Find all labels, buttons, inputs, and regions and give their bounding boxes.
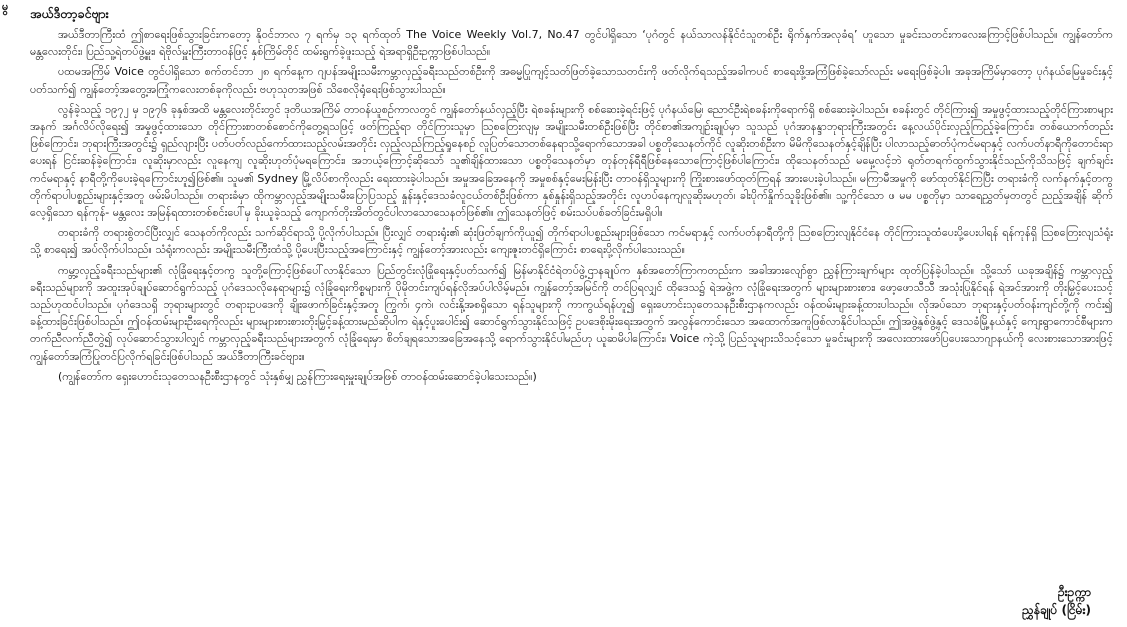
corner-mark: မွ bbox=[2, 0, 9, 13]
paragraph-1: အယ်ဒီတာကြီးထံ ဤစာရေးဖြစ်သွားခြင်းကတော့ နိုဝင်ဘာလ ၇ ရက်မှ ၁၃ ရက်ထုတ် The Voice Weekly Vol.7, No.47 တွင်ပါရှိသော ‘ပုဂံတွင် နယ်သာလန်နိုင်ငံသူတစ်ဦး ရိုက်နှက်အလုခံရ’ ဟူသော မှုခင်းသတင်းကလေးကြောင့်ဖြစ်ပါသည်။ ကျွန်တော်က မန္တလေးတိုင်း၊ ပြည်သူ့ရဲတပ်ဖွဲ့မှူး၊ ရဲဗိုလ်မှူးကြီးတာဝန်ဖြင့် နှစ်ကြိမ်တိုင် ထမ်းရွက်ခဲ့ဖူးသည့် ရဲအရာရှိဦးဥက္ကာဖြစ်ပါသည်။ bbox=[30, 28, 1113, 59]
paragraph-6: (ကျွန်တော်က ရှေးဟောင်းသုတေသနဦးစီးဌာနတွင် သုံးနှစ်မျှ ညွှန်ကြားရေးမှူးချုပ်အဖြစ် တာဝန်ထမ်းဆောင်ခဲ့ပါသေးသည်။) bbox=[58, 369, 537, 383]
signature-name: ဦးဥက္ကာ bbox=[1057, 585, 1091, 599]
letter-salutation: အယ်ဒီတာ့ခင်ဗျား bbox=[30, 6, 109, 21]
paragraph-5: ကမ္ဘာ့လှည့်ခရီးသည်များ၏ လုံခြုံရေးနှင့်တကွ သူတို့ကြောင့်ဖြစ်ပေါ်လာနိုင်သော ပြည်တွင်းလုံခြုံရေးနှင့်ပတ်သက်၍ မြန်မာနိုင်ငံရဲတပ်ဖွဲ့ဌာနချုပ်က နှစ်အတော်ကြာကတည်းက အခါအားလျော်စွာ ညွှန်ကြားချက်များ ထုတ်ပြန်ခဲ့ပါသည်။ သို့သော် ယခုအချိန်၌ ကမ္ဘာလှည့်ခရီးသည်များကို အထူးအုပ်ချုပ်ဆောင်ရွက်သည့် ပုဂံဒေသလိုနေရာများ၌ လုံခြုံရေးကိစ္စများကို ပိုမိုတင်းကျပ်ရန်လိုအပ်ပါလိမ့်မည်။ ကျွန်တော့်အမြင်ကို တင်ပြရလျှင် ထိုဒေသ၌ ရဲအဖွဲ့က လုံခြုံရေးအတွက် များများစားစား၊ ဖော့ဖောသီသီ အသုံးပြုနိုင်ရန် ရဲအင်အားကို တိုးမြှင့်ပေးသင့်သည်ဟုထင်ပါသည်။ ပုဂံဒေသရှိ ဘုရားများတွင် တရားဥပဒေကို ချိုးဖောက်ခြင်းနှင့်အတူ ကြွက်၊ ၄ကဲ၊ လင်းနို့အစရှိသော ရန်သူများကို ကာကွယ်ရန်ဟူ၍ ရှေးဟောင်းသုတေသနဦးစီးဌာနကလည်း ဝန်ထမ်းများခန့်ထားပါသည်။ လိုအပ်သော ဘုရားနှင့်ပတ်ဝန်းကျင်တို့ကို ကင်း၍ ခန့်ထားခြင်းဖြစ်ပါသည်။ ဤဝန်ထမ်းများဦးရေကိုလည်း များများစားစားတိုးမြှင့်ခန့်ထားမည်ဆိုပါက ရဲနှင့်ပူးပေါင်း၍ ဆောင်ရွက်သွားနိုင်သဖြင့် ဥပဒေစိုးမိုးရေးအတွက် အလွန်ကောင်းသော အထောက်အကူဖြစ်လာနိုင်ပါသည်။ ဤအဖွဲ့နှစ်ဖွဲ့နှင့် ဒေသခံမြို့နယ်နှင့် ကျေးရွာကောင်စီများက တက်ညီလက်ညီတွဲ၍ လုပ်ဆောင်သွားပါလျှင် ကမ္ဘာလှည့်ခရီးသည်များအတွက် လုံခြုံရေးမှာ စိတ်ချရသောအခြေအနေသို့ ရောက်သွားနိုင်ပါမည်ဟု ယူဆမိပါကြောင်း၊ Voice ကဲ့သို့ ပြည်သူများသိသင့်သော မှုခင်းများကို အလေးထားဖော်ပြပေးသောဂျာနယ်ကို လေးစားသောအားဖြင့် ကျွန်တော်အကြံပြုတင်ပြလိုက်ရခြင်းဖြစ်ပါသည် အယ်ဒီတာကြီးခင်ဗျား။ bbox=[30, 263, 1113, 363]
paragraph-3: လွန်ခဲ့သည့် ၁၉၇၂ မှ ၁၉၇၆ ခုနှစ်အထိ မန္တလေးတိုင်းတွင် ဒုတိယအကြိမ် တာဝန်ယူစဉ်ကာလတွင် ကျွန်တော်နယ်လှည့်ပြီး ရဲစခန်းများကို စစ်ဆေးခဲ့ရင်းဖြင့် ပုဂံနယ်မြေ၊ ညောင်ဦးရဲစခန်းကိုရောက်ရှိ စစ်ဆေးခဲ့ပါသည်။ စခန်းတွင် တိုင်ကြား၍ အမှုဖွင့်ထားသည့်တိုင်ကြားစာများအနက် အင်္ဂလိပ်လိုရေး၍ အမှုဖွင့်ထားသော တိုင်ကြားစာတစ်စောင်ကိုတွေ့ရသဖြင့် ဖတ်ကြည့်ရာ တိုင်ကြားသူမှာ ဩစတြေးလျမှ အမျိုးသမီးတစ်ဦးဖြစ်ပြီး တိုင်စာ၏အကျဉ်းချုပ်မှာ သူသည် ပုဂံအာနန္ဒာဘုရားကြီးအတွင်း နေ့လယ်ပိုင်းလှည့်ကြည့်ခဲ့ကြောင်း၊ တစ်ယောက်တည်းဖြစ်ကြောင်း၊ ဘုရားကြီးအတွင်း၌ ရှည်လျားပြီး ပတ်ပတ်လည်ကော်ထားသည့်လမ်းအတိုင်း လှည့်လည်ကြည့်ရှုနေစဉ် လူပြတ်သောတစ်နေရာသို့ရောက်သောအခါ ပစ္စတိုသေနတ်ကိုင် လူဆိုးတစ်ဦးက မိမိကိုသေနတ်နှင့်ချိန်ပြီး ပါလာသည့်ဓာတ်ပုံကင်မရာနှင့် လက်ပတ်နာရီကိုတောင်းရာ ပေးရန် ငြင်းဆန်ခဲ့ကြောင်း၊ လူဆိုးမှာလည်း လူနေကျ လူဆိုးဟုတ်ပုံမရကြောင်း၊ အဘယ့်ကြောင့်ဆိုသော် သူ၏ချိန်ထားသော ပစ္စတိုသေနတ်မှာ တုန်တုန်ရီရီဖြစ်နေသောကြောင့်ဖြစ်ပါကြောင်း၊ ထိုသေနတ်သည် မမှေ့လင့်ဘဲ ရုတ်တရက်ထွက်သွားနိုင်သည်ကိုသိသဖြင့် ချက်ချင်းကင်မရာနှင့် နာရီတို့ကိုပေးခဲ့ရကြောင်းဟူ၍ဖြစ်၏။ သူမ၏ Sydney မြို့လိပ်စာကိုလည်း ရေးထားခဲ့ပါသည်။ အမှုအခြေအနေကို အမှုစစ်နှင့်မေးမြန်းပြီး တာဝန်ရှိသူများကို ကြိုးစားဖော်ထုတ်ကြရန် အားပေးခဲ့ပါသည်။ မကြာမီအမှုကို ဖော်ထုတ်နိုင်ကြပြီး တရားခံကို လက်နက်နှင့်တကွ တိုက်ရာပါပစ္စည်းများနှင့်အတူ ဖမ်းမိပါသည်။ တရားခံမှာ ထိုကမ္ဘာလှည့်အမျိုးသမီးပြောပြသည့် နှုန်းနှင့်ဒေသခံလူငယ်တစ်ဦးဖြစ်ကာ နှစ်နှုန်းရှိသည့်အတိုင်း လူဟပ်နေကျလူဆိုးမဟုတ်၊ ခါးပိုက်နှိုက်သူခိုးဖြစ်၏။ သူ့ကိုင်သော ဖ မမ ပစ္စတိုမှာ သာရေညွှတ်မှတတွင် ညည့်အချိန် ဆိုက်လေ့ရှိသော ရန်ကုန်- မန္တလေး အမြန်ရထားတစ်စင်းပေါ်မှ ခိုးယူခဲ့သည့် ကျောက်တိုးအိတ်တွင်ပါလာသောသေနတ်ဖြစ်၏။ ဤသေနတ်ဖြင့် စမ်းသပ်ပစ်ခတ်ခြင်းမရှိပါ။ bbox=[30, 102, 1113, 220]
signature-title: ညွှန်ချုပ် (ငြိမ်း) bbox=[1022, 603, 1091, 617]
signature-block bbox=[1022, 583, 1091, 619]
paragraph-4: တရားခံကို တရားစွဲတင်ပြီးလျှင် သေနတ်ကိုလည်း သက်ဆိုင်ရာသို့ ပို့လိုက်ပါသည်။ ပြီးလျှင် တရားရုံး၏ ဆုံးဖြတ်ချက်ကိုယူ၍ တိုက်ရာပါပစ္စည်းများဖြစ်သော ကင်မရာနှင့် လက်ပတ်နာရီတို့ကို ဩစတြေးလျနိုင်ငံနေ တိုင်ကြားသူထံပေးပို့ပေးပါရန် ရန်ကုန်ရှိ ဩစတြေးလျသံရုံးသို့ စာရေး၍ အပ်လိုက်ပါသည်။ သံရုံးကလည်း အမျိုးသမီးကြီးထံသို့ ပို့ပေးပြီးသည့်အကြောင်းနှင့် ကျွန်တော့်အားလည်း ကျေးဇူးတင်ရှိကြောင်း စာရေးပို့လိုက်ပါသေးသည်။ bbox=[30, 226, 1113, 257]
paragraph-2: ပထမအကြိမ် Voice တွင်ပါရှိသော စက်တင်ဘာ ၂၈ ရက်နေ့က ဂျပန်အမျိုးသမီးကမ္ဘာလှည့်ခရီးသည်တစ်ဦးကို အဓမ္မပြုကျင့်သတ်ဖြတ်ခဲ့သောသတင်းကို ဖတ်လိုက်ရသည့်အခါကပင် စာရေးဖို့အကြံဖြစ်ခဲ့သော်လည်း မရေးဖြစ်ခဲ့ပါ။ အခုအကြိမ်မှာတော့ ပုဂံနယ်မြေမှုခင်းနှင့်ပတ်သက်၍ ကျွန်တော့်အတွေ့အကြုံကလေးတစ်ခုကိုလည်း ဗဟုသုတအဖြစ် သိစေလိုရုံရေးဖြစ်သွားပါသည်။ bbox=[30, 65, 1113, 96]
